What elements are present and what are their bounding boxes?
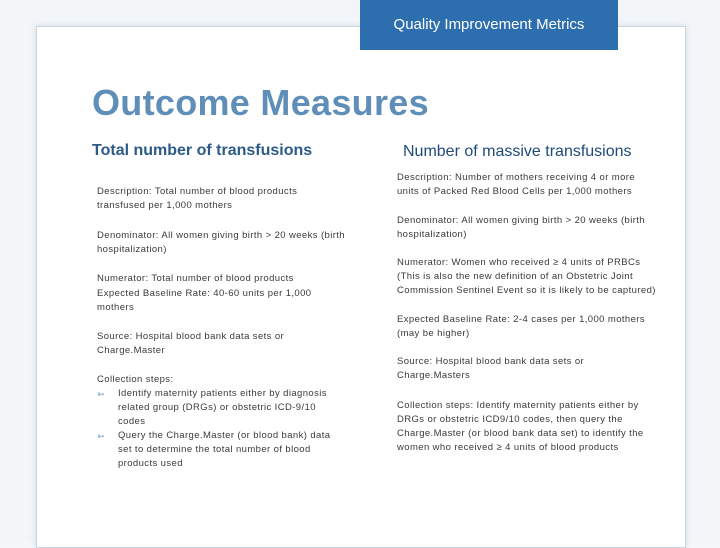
right-collection-steps: Collection steps: Identify maternity patients either by DRGs or obstetric ICD9/10 codes, then query the Charge.Master (or blood bank data set) to identify the women who received ≥ 4 units of blood products xyxy=(397,400,644,453)
left-collection-label: Collection steps: xyxy=(97,374,174,385)
feather-arrow-icon: ➳ xyxy=(97,431,105,441)
left-source: Source: Hospital blood bank data sets or Charge.Master xyxy=(97,331,285,356)
left-denominator: Denominator: All women giving birth > 20 weeks (birth hospitalization) xyxy=(97,230,345,255)
collection-steps-list xyxy=(97,387,347,471)
left-collection-steps xyxy=(97,373,347,471)
step-text: Identify maternity patients either by diagnosis related group (DRGs) or obstetric ICD-9/10 codes xyxy=(118,388,327,427)
right-numerator: Numerator: Women who received ≥ 4 units of PRBCs (This is also the new definition of an Obstetric Joint Commission Sentinel Event so it is likely to be captured) xyxy=(397,257,656,296)
feather-arrow-icon: ➳ xyxy=(97,389,105,399)
step-text: Query the Charge.Master (or blood bank) data set to determine the total number of blood products used xyxy=(118,430,331,469)
list-item xyxy=(97,429,332,471)
right-denominator: Denominator: All women giving birth > 20 weeks (birth hospitalization) xyxy=(397,215,645,240)
left-column-heading: Total number of transfusions xyxy=(92,142,313,159)
right-source: Source: Hospital blood bank data sets or Charge.Masters xyxy=(397,356,585,381)
left-numerator: Numerator: Total number of blood products xyxy=(97,273,294,284)
left-baseline: Expected Baseline Rate: 40-60 units per 1,000 mothers xyxy=(97,288,312,313)
right-column-heading: Number of massive transfusions xyxy=(403,143,632,160)
page-title: Outcome Measures xyxy=(92,82,429,123)
list-item xyxy=(97,387,332,429)
left-description: Description: Total number of blood products transfused per 1,000 mothers xyxy=(97,186,298,211)
right-baseline: Expected Baseline Rate: 2-4 cases per 1,000 mothers (may be higher) xyxy=(397,314,646,339)
header-title: Quality Improvement Metrics xyxy=(393,16,585,33)
right-description: Description: Number of mothers receiving 4 or more units of Packed Red Blood Cells per 1,000 mothers xyxy=(397,172,636,197)
